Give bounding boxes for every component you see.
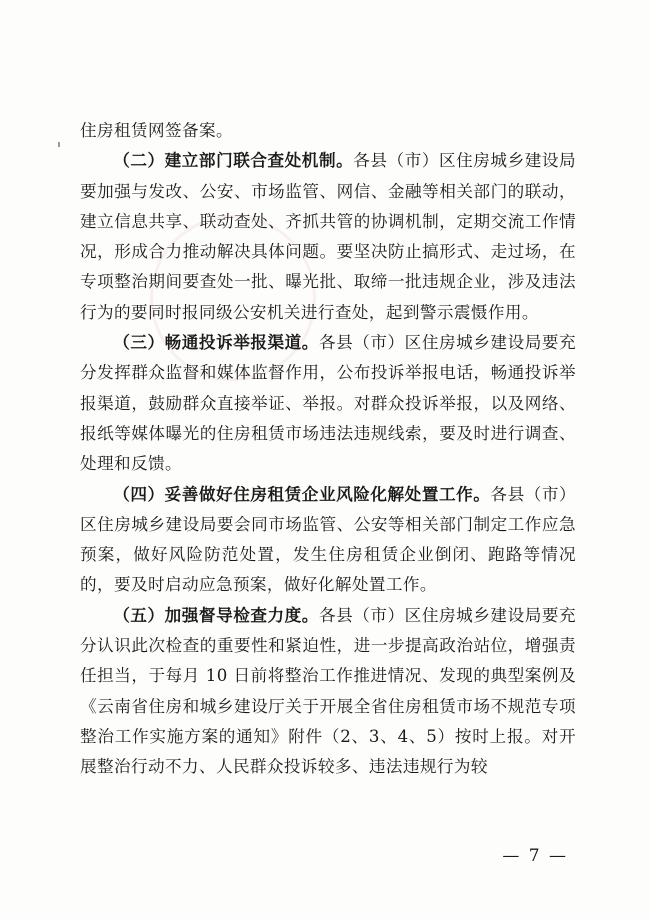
paragraph-risk-handling [80, 480, 576, 601]
paragraph-continuation [80, 116, 576, 146]
document-body [80, 116, 576, 783]
paragraph-complaint-channels [80, 328, 576, 479]
paragraph-text: 各县（市）区住房城乡建设局要充分发挥群众监督和媒体监督作用，公布投诉举报电话，畅通投诉举报渠道，鼓励群众直接举证、举报。对群众投诉举报，以及网络、报纸等媒体曝光的住房租赁市场违法违规线索，要及时进行调查、处理和反馈。 [80, 333, 576, 474]
margin-mark [58, 142, 60, 147]
paragraph-text: 各县（市）区住房城乡建设局要会同市场监管、公安等相关部门制定工作应急预案，做好风险防范处置，发生住房租赁企业倒闭、跑路等情况的，要及时启动应急预案，做好化解处置工作。 [80, 484, 577, 595]
section-heading-5: （五）加强督导检查力度。 [113, 605, 319, 625]
section-heading-3: （三）畅通投诉举报渠道。 [113, 333, 319, 353]
paragraph-text: 各县（市）区住房城乡建设局要充分认识此次检查的重要性和紧迫性，进一步提高政治站位，增强责任担当，于每月 10 日前将整治工作推进情况、发现的典型案例及《云南省住房和城乡建设厅关于开展全省住房租赁市场不规范专项整治工作实施方案的通知》附件（2、3、4、5）按时上报。对开展整治行动不力、人民群众投诉较多、违法违规行为较 [80, 605, 576, 777]
section-heading-4: （四）妥善做好住房租赁企业风险化解处置工作。 [113, 484, 491, 504]
paragraph-supervision [80, 601, 576, 783]
page-number: — 7 — [502, 846, 568, 866]
paragraph-joint-investigation [80, 146, 576, 328]
section-heading-2: （二）建立部门联合查处机制。 [113, 151, 354, 171]
paragraph-text: 住房租赁网签备案。 [80, 121, 233, 140]
paragraph-text: 各县（市）区住房城乡建设局要加强与发改、公安、市场监管、网信、金融等相关部门的联动，建立信息共享、联动查处、齐抓共管的协调机制，定期交流工作情况，形成合力推动解决具体问题。要坚决防止搞形式、走过场，在专项整治期间要查处一批、曝光批、取缔一批违规企业，涉及违法行为的要同时报同级公安机关进行查处，起到警示震慑作用。 [80, 151, 576, 322]
